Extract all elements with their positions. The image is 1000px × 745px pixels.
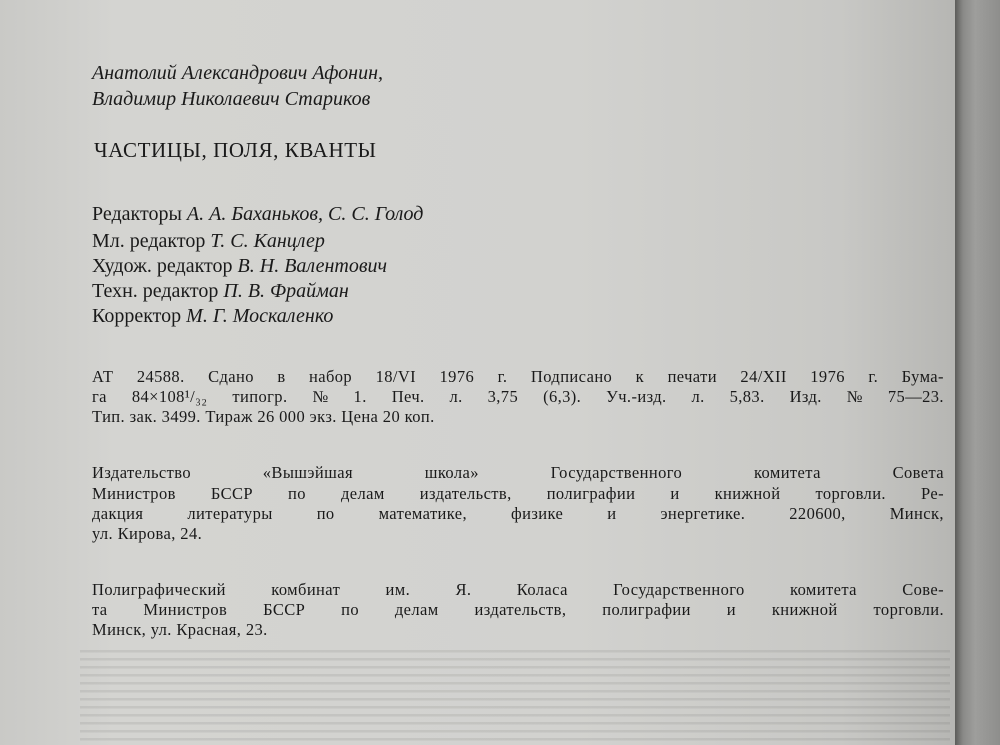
word: торговли.: [873, 600, 944, 619]
word: Подписано: [530, 367, 613, 386]
word: по: [341, 600, 360, 619]
printer-line-1: [92, 580, 944, 600]
word: БССР: [263, 600, 306, 619]
print-info-line-3: Тип. зак. 3499. Тираж 26 000 экз. Цена 20 коп.: [92, 407, 435, 426]
word: дакция: [92, 504, 144, 523]
word: торговли.: [815, 484, 886, 503]
word: Издательство: [92, 463, 191, 482]
word: л.: [449, 387, 463, 406]
word: издательств,: [474, 600, 567, 619]
word: комитета: [753, 463, 821, 482]
print-info-line-2: [92, 387, 944, 407]
word: Печ.: [391, 387, 425, 406]
show-through-text: [80, 650, 950, 745]
word: БССР: [210, 484, 253, 503]
credit-role: Редакторы: [92, 203, 182, 225]
author-line-1: Анатолий Александрович Афонин,: [92, 62, 384, 84]
printer-line-2: [92, 600, 944, 620]
word: набор: [309, 367, 353, 386]
word: математике,: [378, 504, 468, 523]
word: 220600,: [789, 504, 846, 523]
word: комитета: [790, 580, 857, 599]
word: та: [92, 600, 108, 619]
word: Министров: [92, 484, 176, 503]
credit-names: Т. С. Канцлер: [210, 230, 325, 252]
word: к: [635, 367, 645, 386]
word: Коласа: [516, 580, 568, 599]
book-title: ЧАСТИЦЫ, ПОЛЯ, КВАНТЫ: [94, 138, 377, 162]
word: книжной: [771, 600, 838, 619]
word: 18/VI: [375, 367, 417, 386]
word: га: [92, 387, 107, 406]
word: литературы: [187, 504, 273, 523]
word: 24/XII: [740, 367, 787, 386]
word: Сдано: [208, 367, 254, 386]
word: 24588.: [136, 367, 185, 386]
credit-role: Техн. редактор: [92, 280, 219, 302]
word: л.: [691, 387, 705, 406]
word: энергетике.: [660, 504, 746, 523]
word: АТ: [92, 367, 114, 386]
word: 3,75: [487, 387, 519, 406]
publisher-line-4: ул. Кирова, 24.: [92, 524, 203, 543]
publisher-line-2: [92, 484, 944, 504]
credit-names: П. В. Фрайман: [223, 280, 349, 302]
word: по: [288, 484, 306, 503]
word: «Вышэйшая: [262, 463, 353, 482]
word: комбинат: [271, 580, 341, 599]
word: и: [670, 484, 680, 503]
printer-line-3: Минск, ул. Красная, 23.: [92, 620, 268, 639]
credit-role: Худож. редактор: [92, 255, 233, 277]
credit-proofreader: [92, 305, 333, 328]
credit-role: Мл. редактор: [92, 230, 206, 252]
word: г.: [497, 367, 508, 386]
word: 1.: [353, 387, 367, 406]
word: школа»: [424, 463, 479, 482]
word: 5,83.: [729, 387, 765, 406]
word: №: [846, 387, 863, 406]
word: делам: [394, 600, 439, 619]
word: 75—23.: [887, 387, 944, 406]
word: типогр.: [232, 387, 288, 406]
publisher-line-1: [92, 463, 944, 483]
word: Сове-: [902, 580, 944, 599]
publisher-line-3: [92, 504, 944, 524]
credit-tech-editor: [92, 280, 349, 303]
word: издательств,: [419, 484, 512, 503]
word: №: [312, 387, 329, 406]
word: и: [607, 504, 617, 523]
credit-art-editor: [92, 255, 387, 278]
word: по: [316, 504, 335, 523]
word: в: [277, 367, 286, 386]
word: 1976: [810, 367, 845, 386]
word: полиграфии: [602, 600, 691, 619]
credit-names: В. Н. Валентович: [237, 255, 388, 277]
credit-junior-editor: [92, 230, 325, 253]
credit-names: М. Г. Москаленко: [186, 305, 334, 327]
word: Ре-: [921, 484, 944, 503]
word: Бума-: [901, 367, 944, 386]
word: делам: [340, 484, 385, 503]
book-spine-gutter: [955, 0, 1000, 745]
word: им.: [385, 580, 411, 599]
word: 84×108¹/₃₂: [131, 387, 208, 406]
author-line-2: Владимир Николаевич Стариков: [92, 88, 371, 110]
word: полиграфии: [546, 484, 636, 503]
word: Государственного: [613, 580, 745, 599]
word: Уч.-изд.: [606, 387, 667, 406]
credit-role: Корректор: [92, 305, 182, 327]
word: физике: [511, 504, 564, 523]
word: книжной: [714, 484, 781, 503]
word: Министров: [143, 600, 228, 619]
word: Государственного: [550, 463, 683, 482]
credit-editors: [92, 203, 423, 226]
word: Изд.: [789, 387, 822, 406]
word: Полиграфический: [92, 580, 226, 599]
word: Совета: [892, 463, 944, 482]
word: Минск,: [889, 504, 944, 523]
word: г.: [868, 367, 879, 386]
word: печати: [667, 367, 717, 386]
print-info-line-1: [92, 367, 944, 387]
word: Я.: [455, 580, 472, 599]
credit-names: А. А. Баханьков, С. С. Голод: [186, 203, 424, 225]
word: (6,3).: [543, 387, 582, 406]
word: и: [726, 600, 736, 619]
word: 1976: [439, 367, 475, 386]
